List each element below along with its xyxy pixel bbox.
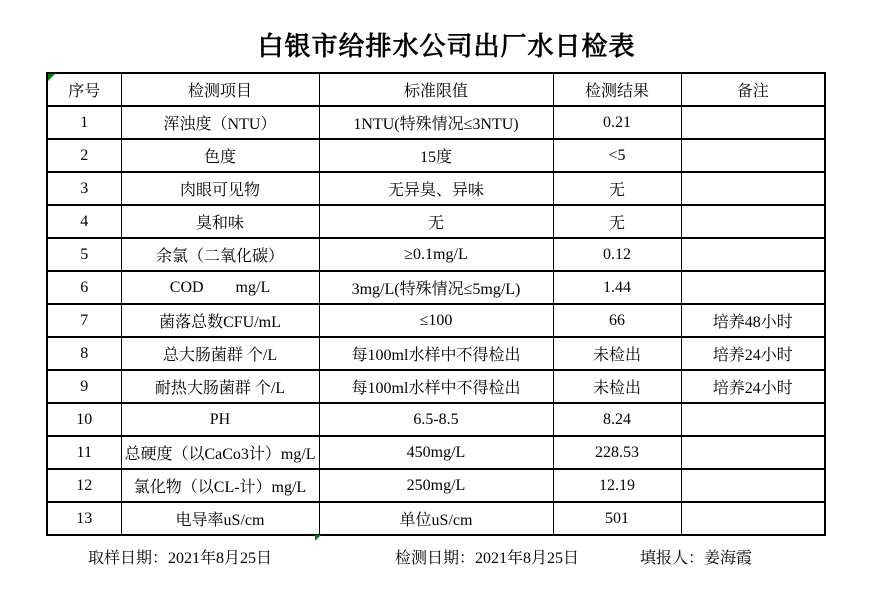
table-header-row <box>47 73 825 106</box>
cell-remark: 培养24小时 <box>681 337 825 370</box>
cell-remark <box>681 172 825 205</box>
header-result: 检测结果 <box>553 73 681 106</box>
cell-item: 氯化物（以CL-计）mg/L <box>121 469 319 502</box>
page-title: 白银市给排水公司出厂水日检表 <box>257 31 636 61</box>
table-row <box>47 304 825 337</box>
cell-limit: 每100ml水样中不得检出 <box>319 337 553 370</box>
header-serial: 序号 <box>47 73 121 106</box>
cell-serial: 6 <box>47 271 121 304</box>
cell-limit: 250mg/L <box>319 469 553 502</box>
cell-limit: ≥0.1mg/L <box>319 238 553 271</box>
cell-result: 无 <box>553 172 681 205</box>
testing-date: 检测日期：2021年8月25日 <box>395 550 580 567</box>
cell-result: 228.53 <box>553 436 681 469</box>
table-row <box>47 502 825 535</box>
cell-result: 未检出 <box>553 337 681 370</box>
cell-item: 耐热大肠菌群 个/L <box>121 370 319 403</box>
cell-item: 余氯（二氧化碳） <box>121 238 319 271</box>
cell-limit: 15度 <box>319 139 553 172</box>
cell-item: 电导率uS/cm <box>121 502 319 535</box>
cell-serial: 2 <box>47 139 121 172</box>
cell-limit: ≤100 <box>319 304 553 337</box>
table-body <box>47 106 825 535</box>
cell-remark <box>681 403 825 436</box>
cell-result: 66 <box>553 304 681 337</box>
cell-serial: 7 <box>47 304 121 337</box>
cell-remark <box>681 436 825 469</box>
cell-limit: 每100ml水样中不得检出 <box>319 370 553 403</box>
cell-limit: 450mg/L <box>319 436 553 469</box>
table-row <box>47 469 825 502</box>
table-row <box>47 337 825 370</box>
cell-item: 色度 <box>121 139 319 172</box>
cell-item: 肉眼可见物 <box>121 172 319 205</box>
cell-limit: 6.5-8.5 <box>319 403 553 436</box>
cell-serial: 5 <box>47 238 121 271</box>
cell-limit: 无 <box>319 205 553 238</box>
cell-serial: 10 <box>47 403 121 436</box>
cell-serial: 13 <box>47 502 121 535</box>
table-row <box>47 205 825 238</box>
cell-remark <box>681 238 825 271</box>
cell-limit: 1NTU(特殊情况≤3NTU) <box>319 106 553 139</box>
cell-serial: 9 <box>47 370 121 403</box>
table-row <box>47 238 825 271</box>
table-row <box>47 403 825 436</box>
reporter-name: 填报人：姜海霞 <box>640 550 753 567</box>
header-limit: 标准限值 <box>319 73 553 106</box>
cell-result: 未检出 <box>553 370 681 403</box>
sampling-date: 取样日期：2021年8月25日 <box>88 550 273 567</box>
cell-result: 501 <box>553 502 681 535</box>
cell-limit: 单位uS/cm <box>319 502 553 535</box>
table-row <box>47 370 825 403</box>
cell-remark: 培养24小时 <box>681 370 825 403</box>
cell-result: 无 <box>553 205 681 238</box>
table-row <box>47 139 825 172</box>
table-row <box>47 106 825 139</box>
cell-result: 12.19 <box>553 469 681 502</box>
cell-corner-marker-icon <box>315 535 321 541</box>
cell-remark <box>681 469 825 502</box>
inspection-table <box>46 72 826 536</box>
table-row <box>47 271 825 304</box>
table-row <box>47 436 825 469</box>
cell-remark: 培养48小时 <box>681 304 825 337</box>
cell-limit: 无异臭、异味 <box>319 172 553 205</box>
footer <box>0 545 893 567</box>
cell-serial: 12 <box>47 469 121 502</box>
cell-item: 总硬度（以CaCo3计）mg/L <box>121 436 319 469</box>
cell-serial: 4 <box>47 205 121 238</box>
cell-remark <box>681 205 825 238</box>
cell-limit: 3mg/L(特殊情况≤5mg/L) <box>319 271 553 304</box>
table-row <box>47 172 825 205</box>
header-remark: 备注 <box>681 73 825 106</box>
cell-serial: 1 <box>47 106 121 139</box>
cell-serial: 11 <box>47 436 121 469</box>
cell-corner-marker-icon <box>48 74 55 81</box>
cell-item: 臭和味 <box>121 205 319 238</box>
cell-item: PH <box>121 403 319 436</box>
cell-result: 1.44 <box>553 271 681 304</box>
cell-serial: 8 <box>47 337 121 370</box>
cell-result: 0.12 <box>553 238 681 271</box>
cell-serial: 3 <box>47 172 121 205</box>
cell-result: 8.24 <box>553 403 681 436</box>
header-item: 检测项目 <box>121 73 319 106</box>
cell-remark <box>681 106 825 139</box>
cell-remark <box>681 139 825 172</box>
cell-item: 总大肠菌群 个/L <box>121 337 319 370</box>
cell-item: COD mg/L <box>121 271 319 304</box>
cell-item: 菌落总数CFU/mL <box>121 304 319 337</box>
cell-result: 0.21 <box>553 106 681 139</box>
cell-remark <box>681 502 825 535</box>
cell-result: <5 <box>553 139 681 172</box>
cell-item: 浑浊度（NTU） <box>121 106 319 139</box>
cell-remark <box>681 271 825 304</box>
